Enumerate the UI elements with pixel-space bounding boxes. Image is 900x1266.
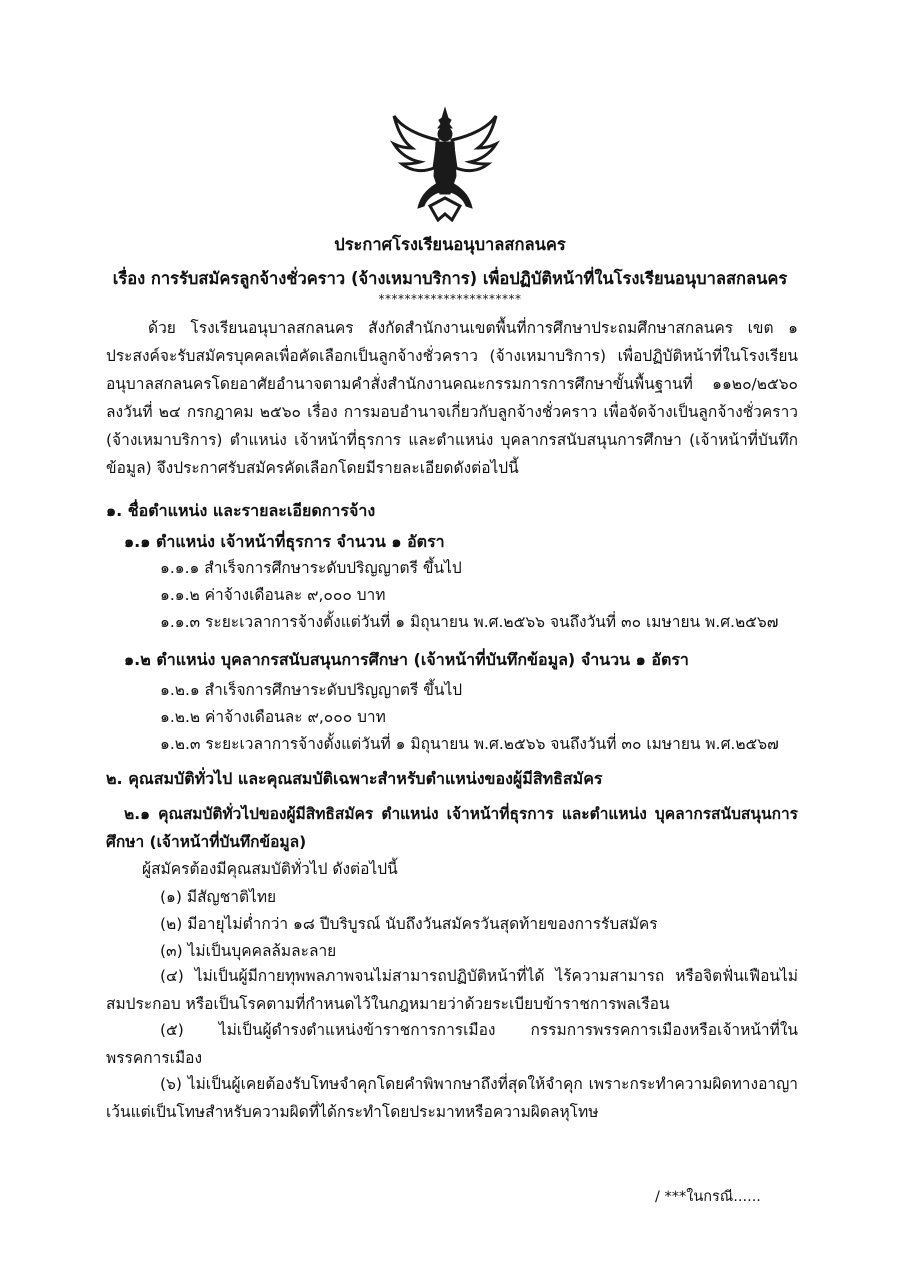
section2-sub-heading: ๒.๑ คุณสมบัติทั่วไปของผู้มีสิทธิสมัคร ตำแหน่ง เจ้าหน้าที่ธุรการ และตำแหน่ง บุคลากรสนับสนุนการศึกษา (เจ้าหน้าที่บันทึกข้อมูล) (106, 805, 798, 851)
intro-paragraph: ด้วย โรงเรียนอนุบาลสกลนคร สังกัดสำนักงานเขตพื้นที่การศึกษาประถมศึกษาสกลนคร เขต ๑ ประสงค์จะรับสมัครบุคคลเพื่อคัดเลือกเป็นลูกจ้างชั่วคราว (จ้างเหมาบริการ) เพื่อปฏิบัติหน้าที่ในโรงเรียนอนุบาลสกลนครโดยอาศัยอำนาจตามคำสั่งสำนักงานคณะกรรมการการศึกษาขั้นพื้นฐานที่ ๑๑๒๐/๒๕๖๐ ลงวันที่ ๒๔ กรกฎาคม ๒๕๖๐ เรื่อง การมอบอำนาจเกี่ยวกับลูกจ้างชั่วคราว เพื่อจัดจ้างเป็นลูกจ้างชั่วคราว (จ้างเหมาบริการ) ตำแหน่ง เจ้าหน้าที่ธุรการ และตำแหน่ง บุคลากรสนับสนุนการศึกษา (เจ้าหน้าที่บันทึกข้อมูล) จึงประกาศรับสมัครคัดเลือกโดยมีรายละเอียดดังต่อไปนี้ (106, 319, 798, 477)
position1-item: ๑.๑.๓ ระยะเวลาการจ้างตั้งแต่วันที่ ๑ มิถุนายน พ.ศ.๒๕๖๖ จนถึงวันที่ ๓๐ เมษายน พ.ศ.๒๕๖๗ (160, 613, 779, 631)
position2-item: ๑.๒.๑ สำเร็จการศึกษาระดับปริญญาตรี ขึ้นไป (160, 681, 463, 699)
continuation-note: / ***ในกรณี...... (655, 1189, 761, 1205)
position2-heading: ๑.๒ ตำแหน่ง บุคลากรสนับสนุนการศึกษา (เจ้าหน้าที่บันทึกข้อมูล) จำนวน ๑ อัตรา (124, 650, 689, 669)
separator-stars: ********************** (378, 292, 522, 306)
position2-item: ๑.๒.๒ ค่าจ้างเดือนละ ๙,๐๐๐ บาท (160, 708, 386, 726)
qualification-item: (๒) มีอายุไม่ต่ำกว่า ๑๘ ปีบริบูรณ์ นับถึงวันสมัครวันสุดท้ายของการรับสมัคร (160, 915, 658, 933)
section1-heading: ๑. ชื่อตำแหน่ง และรายละเอียดการจ้าง (106, 501, 376, 520)
qualification-item: (๑) มีสัญชาติไทย (160, 888, 277, 906)
qualification-item: (๓) ไม่เป็นบุคคลล้มละลาย (160, 942, 337, 960)
position1-item: ๑.๑.๑ สำเร็จการศึกษาระดับปริญญาตรี ขึ้นไป (160, 559, 462, 577)
qualification-lead: ผู้สมัครต้องมีคุณสมบัติทั่วไป ดังต่อไปนี้ (142, 860, 398, 878)
section2-heading: ๒. คุณสมบัติทั่วไป และคุณสมบัติเฉพาะสำหรับตำแหน่งของผู้มีสิทธิสมัคร (106, 769, 603, 788)
announcement-subject: เรื่อง การรับสมัครลูกจ้างชั่วคราว (จ้างเหมาบริการ) เพื่อปฏิบัติหน้าที่ในโรงเรียนอนุบาลสกลนคร (112, 269, 788, 288)
qualification-item: (๔) ไม่เป็นผู้มีกายทุพพลภาพจนไม่สามารถปฏิบัติหน้าที่ได้ ไร้ความสามารถ หรือจิตฟั่นเฟือนไม่สมประกอบ หรือเป็นโรคตามที่กำหนดไว้ในกฎหมายว่าด้วยระเบียบข้าราชการพลเรือน (106, 967, 798, 1013)
qualification-item: (๕) ไม่เป็นผู้ดำรงตำแหน่งข้าราชการการเมือง กรรมการพรรคการเมืองหรือเจ้าหน้าที่ในพรรคการเมือง (106, 1021, 798, 1067)
announcement-title: ประกาศโรงเรียนอนุบาลสกลนคร (334, 235, 566, 254)
position2-item: ๑.๒.๓ ระยะเวลาการจ้างตั้งแต่วันที่ ๑ มิถุนายน พ.ศ.๒๕๖๖ จนถึงวันที่ ๓๐ เมษายน พ.ศ.๒๕๖๗ (160, 735, 779, 753)
position1-heading: ๑.๑ ตำแหน่ง เจ้าหน้าที่ธุรการ จำนวน ๑ อัตรา (124, 532, 445, 551)
position1-item: ๑.๑.๒ ค่าจ้างเดือนละ ๙,๐๐๐ บาท (160, 586, 386, 604)
garuda-emblem-icon (390, 106, 500, 222)
qualification-item: (๖) ไม่เป็นผู้เคยต้องรับโทษจำคุกโดยคำพิพากษาถึงที่สุดให้จำคุก เพราะกระทำความผิดทางอาญา เว้นแต่เป็นโทษสำหรับความผิดที่ได้กระทำโดยประมาทหรือความผิดลหุโทษ (106, 1075, 798, 1121)
